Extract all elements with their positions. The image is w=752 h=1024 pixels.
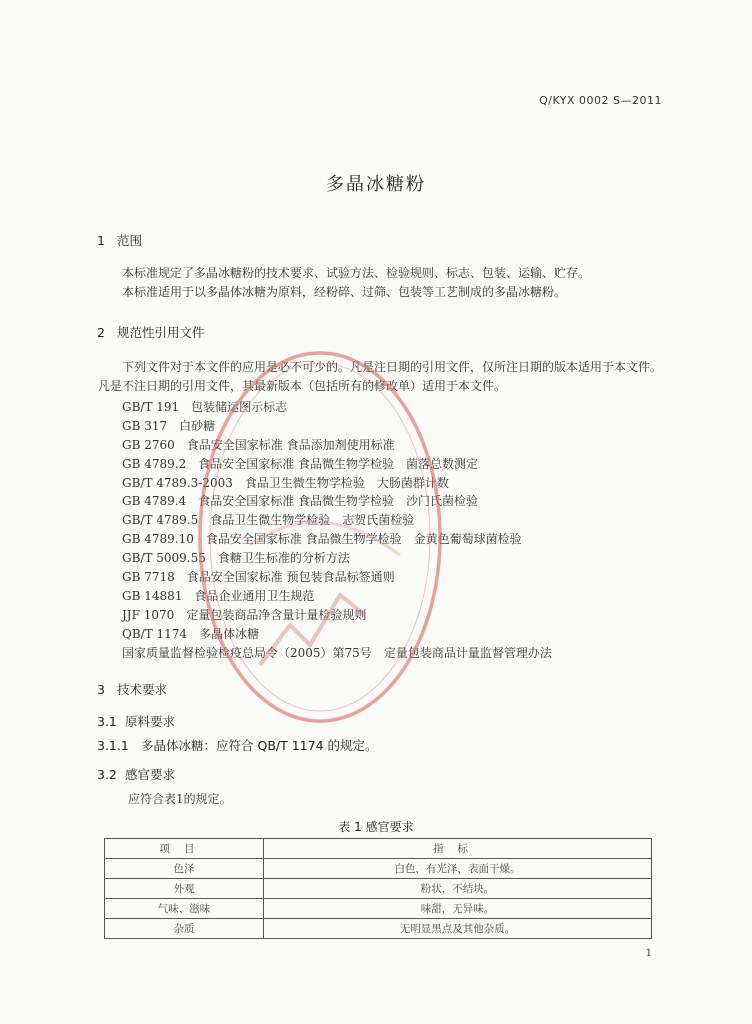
reference-code: GB/T 191 <box>122 400 180 414</box>
reference-item <box>122 568 552 587</box>
table-cell-indicator: 粉状，不结块。 <box>264 879 652 899</box>
reference-title: 白砂糖 <box>179 418 216 433</box>
reference-title: 食品安全国家标准 预包装食品标签通则 <box>186 570 395 585</box>
reference-item <box>122 474 552 493</box>
reference-item <box>122 530 552 549</box>
column-header-item: 项目 <box>105 839 264 859</box>
reference-code: JJF 1070 <box>122 607 175 622</box>
table-caption: 表 1 感官要求 <box>338 820 414 834</box>
reference-code: GB/T 4789.5 <box>122 513 199 528</box>
reference-title: 定量包装商品计量监督管理办法 <box>383 645 552 660</box>
reference-code: GB/T 5009.55 <box>122 551 206 566</box>
reference-title: 食糖卫生标准的分析方法 <box>217 551 350 566</box>
section-3-2-number: 3.2 <box>97 767 117 782</box>
reference-title: 包装储运图示标志 <box>191 400 288 414</box>
table-row <box>105 879 652 899</box>
reference-title: 多晶体冰糖 <box>199 626 260 641</box>
table-row <box>105 919 652 939</box>
section-3-number: 3 <box>97 682 105 697</box>
section-3-2-heading <box>97 765 175 783</box>
section-2-intro: 下列文件对于本文件的应用是必不可少的。凡是注日期的引用文件，仅所注日期的版本适用于本文件。凡是不注日期的引用文件，其最新版本（包括所有的修改单）适用于本文件。 <box>98 360 663 393</box>
reference-code: GB 2760 <box>122 437 175 452</box>
document-title: 多晶冰糖粉 <box>326 174 426 195</box>
table-cell-indicator: 味甜，无异味。 <box>264 899 652 919</box>
reference-code: GB 4789.4 <box>122 494 187 509</box>
reference-item <box>122 436 552 455</box>
reference-item <box>122 398 552 417</box>
reference-title: 食品卫生微生物学检验 大肠菌群计数 <box>244 475 449 490</box>
table-cell-item: 色泽 <box>105 859 264 879</box>
reference-title: 食品安全国家标准 食品微生物学检验 菌落总数测定 <box>198 456 479 471</box>
reference-title: 食品企业通用卫生规范 <box>194 588 315 603</box>
section-2-heading <box>97 323 205 341</box>
table-header-row <box>105 839 652 859</box>
section-3-title: 技术要求 <box>117 682 168 697</box>
reference-item <box>122 606 552 625</box>
reference-title: 食品安全国家标准 食品添加剂使用标准 <box>186 437 395 452</box>
section-1-title: 范围 <box>117 233 143 248</box>
section-1-paragraph-2: 本标准适用于以多晶体冰糖为原料，经粉碎、过筛、包装等工艺制成的多晶冰糖粉。 <box>122 285 567 299</box>
reference-item <box>122 417 552 436</box>
section-1-heading <box>97 231 142 249</box>
table-cell-item: 气味、滋味 <box>105 899 264 919</box>
reference-code: GB 7718 <box>122 570 175 585</box>
section-1-number: 1 <box>97 233 105 248</box>
table-cell-indicator: 白色，有光泽，表面干燥。 <box>264 859 652 879</box>
reference-code: QB/T 1174 <box>122 626 188 641</box>
section-2-number: 2 <box>97 325 105 340</box>
reference-code: 国家质量监督检验检疫总局令（2005）第75号 <box>122 645 372 660</box>
reference-item <box>122 644 552 663</box>
reference-code: GB 14881 <box>122 588 183 603</box>
section-3-1-1-number: 3.1.1 <box>97 738 129 753</box>
reference-title: 食品卫生微生物学检验 志贺氏菌检验 <box>210 513 415 528</box>
table-cell-item: 杂质 <box>105 919 264 939</box>
section-3-1-1-clause <box>97 736 378 754</box>
table-row <box>105 859 652 879</box>
section-3-1-heading <box>97 712 175 730</box>
reference-title: 定量包装商品净含量计量检验规则 <box>186 607 367 622</box>
reference-item <box>122 511 552 530</box>
standard-code: Q/KYX 0002 S—2011 <box>539 94 662 107</box>
reference-item <box>122 625 552 644</box>
reference-item <box>122 492 552 511</box>
reference-title: 食品安全国家标准 食品微生物学检验 金黄色葡萄球菌检验 <box>205 532 522 547</box>
section-1-paragraph-1: 本标准规定了多晶冰糖粉的技术要求、试验方法、检验规则、标志、包装、运输、贮存。 <box>122 266 591 280</box>
sensory-requirements-table <box>104 838 652 939</box>
section-3-1-number: 3.1 <box>97 714 117 729</box>
section-3-1-title: 原料要求 <box>125 714 176 729</box>
reference-list <box>122 398 552 662</box>
reference-item <box>122 455 552 474</box>
reference-code: GB 4789.10 <box>122 532 194 547</box>
table-cell-indicator: 无明显黑点及其他杂质。 <box>264 919 652 939</box>
section-3-2-text: 应符合表1的规定。 <box>128 792 232 806</box>
column-header-indicator: 指标 <box>264 839 652 859</box>
reference-code: GB 317 <box>122 418 168 433</box>
reference-item <box>122 587 552 606</box>
reference-code: GB/T 4789.3-2003 <box>122 475 233 490</box>
reference-code: GB 4789.2 <box>122 456 187 471</box>
reference-item <box>122 549 552 568</box>
section-3-heading <box>97 680 167 698</box>
section-2-title: 规范性引用文件 <box>117 325 205 340</box>
page-number: 1 <box>645 948 652 959</box>
section-3-1-1-text: 多晶体冰糖：应符合 QB/T 1174 的规定。 <box>141 738 378 753</box>
table-row <box>105 899 652 919</box>
section-3-2-title: 感官要求 <box>125 767 176 782</box>
reference-title: 食品安全国家标准 食品微生物学检验 沙门氏菌检验 <box>198 494 479 509</box>
table-cell-item: 外观 <box>105 879 264 899</box>
